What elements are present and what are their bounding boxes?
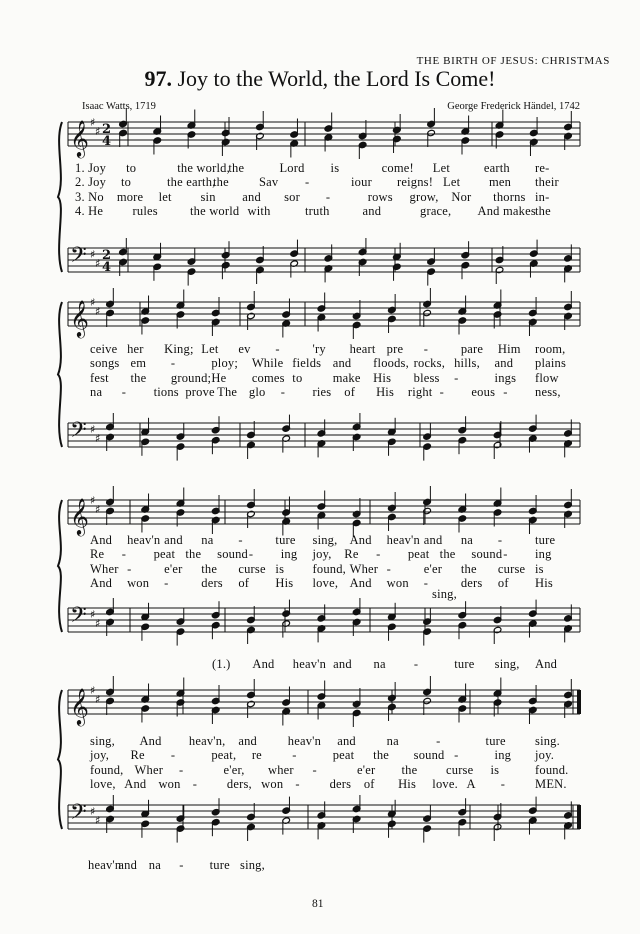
lyric-syllable: MEN. bbox=[535, 777, 567, 792]
lyric-syllable: and bbox=[494, 356, 514, 371]
lyric-syllable: And bbox=[349, 533, 372, 547]
lyric-syllable: Re bbox=[344, 547, 359, 562]
time-signature-top: 2 bbox=[102, 122, 112, 137]
lyric-syllable: rows bbox=[367, 189, 393, 204]
lyric-syllable: ders, bbox=[226, 777, 252, 792]
hymn-number: 97. bbox=[144, 66, 172, 91]
lyric-syllable: - bbox=[292, 748, 297, 763]
lyric-syllable: the world bbox=[190, 204, 240, 219]
lyric-syllable: pare bbox=[460, 342, 484, 356]
lyric-syllable: Him bbox=[497, 342, 521, 356]
lyric-syllable: His bbox=[275, 576, 294, 591]
time-signature-bottom: 4 bbox=[102, 134, 112, 149]
lyric-syllable: - bbox=[121, 385, 127, 400]
lyric-syllable: - bbox=[454, 748, 459, 763]
time-signature-bottom: 4 bbox=[102, 260, 112, 275]
lyric-syllable: to bbox=[292, 370, 303, 385]
lyric-syllable: curse bbox=[497, 561, 526, 576]
lyric-syllable: is bbox=[490, 762, 500, 777]
lyric-syllable: and bbox=[164, 533, 183, 547]
lyric-syllable: won bbox=[158, 777, 181, 792]
bass-voice-lyric: - bbox=[179, 858, 184, 872]
lyric-syllable: prove bbox=[185, 385, 215, 400]
key-sharp: ♯ bbox=[90, 423, 96, 436]
lyric-syllable: peat, bbox=[211, 748, 237, 763]
lyric-syllable: ders bbox=[329, 777, 352, 792]
lyric-syllable: And bbox=[124, 777, 147, 792]
lyric-syllable: her bbox=[127, 342, 144, 356]
lyric-syllable: ders bbox=[201, 576, 223, 591]
lyric-syllable: 2. Joy bbox=[75, 175, 107, 190]
lyric-syllable: reigns! bbox=[397, 175, 434, 190]
lyric-syllable: glo bbox=[248, 385, 266, 400]
lyric-syllable: e'er bbox=[164, 561, 183, 576]
lyric-syllable: thorns bbox=[493, 189, 526, 204]
lyric-syllable: won bbox=[261, 777, 284, 792]
lyric-syllable: - bbox=[436, 734, 441, 748]
lyric-syllable: - bbox=[503, 385, 508, 400]
lyric-syllable: - bbox=[423, 342, 429, 356]
bass-clef: 𝄢 bbox=[70, 418, 87, 448]
lyric-syllable: ploy; bbox=[211, 356, 239, 371]
lyric-syllable: and bbox=[337, 734, 356, 748]
lyric-syllable: rules bbox=[132, 204, 158, 219]
lyric-syllable: - bbox=[312, 762, 317, 777]
key-sharp: ♯ bbox=[90, 805, 96, 818]
lyric-syllable: and bbox=[242, 189, 261, 204]
lyric-syllable: won bbox=[386, 576, 409, 591]
lyric-syllable: love, bbox=[312, 576, 339, 591]
lyric-syllable: heav'n, bbox=[188, 734, 226, 748]
lyric-syllable: come! bbox=[381, 161, 414, 175]
lyric-syllable: men bbox=[489, 175, 512, 190]
lyric-syllable: the world, bbox=[177, 161, 230, 175]
lyric-syllable: iour bbox=[351, 175, 372, 190]
lyric-syllable: peat bbox=[407, 547, 430, 562]
lyric-syllable: - bbox=[275, 342, 280, 356]
lyric-syllable: bless bbox=[413, 370, 440, 385]
treble-clef: 𝄞 bbox=[70, 497, 89, 535]
lyric-syllable: na bbox=[386, 734, 399, 748]
lyric-syllable: 3. No bbox=[75, 189, 104, 204]
lyric-syllable: - bbox=[423, 576, 429, 591]
lyric-syllable: - bbox=[376, 547, 381, 562]
lyric-syllable: make bbox=[332, 370, 361, 385]
lyric-syllable: ground; bbox=[170, 370, 212, 385]
lyric-syllable: the bbox=[185, 547, 202, 562]
lyric-syllable: and bbox=[423, 533, 443, 547]
composer-credit: George Frederick Händel, 1742 bbox=[447, 101, 580, 112]
lyric-syllable: - bbox=[280, 385, 286, 400]
key-sharp: ♯ bbox=[95, 503, 101, 516]
lyric-syllable: peat bbox=[332, 748, 355, 763]
lyric-syllable: ture bbox=[485, 734, 506, 748]
lyric-syllable: - bbox=[238, 533, 243, 547]
lyric-syllable: pre bbox=[386, 342, 404, 356]
lyric-syllable: found, bbox=[312, 561, 346, 576]
lyric-syllable: And makes bbox=[477, 204, 536, 219]
lyric-syllable: Re bbox=[90, 547, 105, 562]
lyric-syllable: ing bbox=[494, 748, 512, 763]
lyric-syllable: the earth, bbox=[167, 175, 216, 190]
bass-voice-lyric: heav'n bbox=[292, 657, 327, 671]
bass-voice-lyric: and bbox=[118, 858, 138, 872]
lyric-syllable: And bbox=[90, 533, 113, 547]
lyric-syllable: The bbox=[217, 385, 238, 400]
lyric-syllable: His bbox=[373, 370, 392, 385]
lyric-syllable: fields bbox=[292, 356, 322, 371]
lyric-syllable: ture bbox=[535, 533, 556, 547]
lyric-syllable: to bbox=[121, 175, 132, 190]
lyric-syllable: sing. bbox=[535, 734, 560, 748]
lyric-syllable: Let bbox=[201, 342, 219, 356]
lyric-syllable: won bbox=[127, 576, 150, 591]
lyric-syllable: of bbox=[363, 777, 375, 792]
lyric-syllable: ness, bbox=[535, 385, 561, 400]
lyric-syllable: is bbox=[330, 161, 340, 175]
lyric-syllable: in- bbox=[535, 189, 550, 204]
lyric-syllable: Sav bbox=[259, 175, 279, 190]
lyric-syllable: with bbox=[247, 204, 271, 219]
lyric-syllable: floods, bbox=[373, 356, 409, 371]
lyric-syllable: sing, bbox=[312, 533, 338, 547]
lyric-syllable: is bbox=[275, 561, 285, 576]
treble-clef: 𝄞 bbox=[70, 299, 89, 337]
lyric-syllable: - bbox=[170, 356, 176, 371]
page-number: 81 bbox=[312, 898, 324, 910]
lyric-syllable: the bbox=[401, 762, 418, 777]
lyric-syllable: found. bbox=[535, 762, 569, 777]
key-sharp: ♯ bbox=[95, 125, 101, 138]
lyric-syllable: the bbox=[460, 561, 477, 576]
key-sharp: ♯ bbox=[90, 608, 96, 621]
lyric-syllable: the bbox=[228, 161, 245, 175]
lyric-syllable: found, bbox=[90, 762, 124, 777]
bass-voice-lyric: - bbox=[413, 657, 419, 671]
section-header: THE BIRTH OF JESUS: CHRISTMAS bbox=[416, 55, 610, 67]
lyric-syllable: - bbox=[325, 189, 331, 204]
lyric-syllable: 'ry bbox=[312, 342, 326, 356]
lyric-syllable: truth bbox=[305, 204, 330, 219]
lyric-syllable: the bbox=[535, 204, 551, 219]
lyric-syllable: curse bbox=[238, 561, 266, 576]
lyric-syllable: Wher bbox=[349, 561, 379, 576]
lyric-syllable: the bbox=[439, 547, 456, 562]
lyric-syllable: 4. He bbox=[75, 204, 104, 219]
lyric-syllable: ing bbox=[535, 547, 552, 562]
lyric-syllable: to bbox=[126, 161, 137, 175]
lyric-syllable: His bbox=[376, 385, 395, 400]
lyric-syllable: heav'n bbox=[287, 734, 322, 748]
lyric-syllable: - bbox=[121, 547, 127, 562]
key-sharp: ♯ bbox=[95, 814, 101, 827]
lyric-syllable: - bbox=[439, 385, 445, 400]
lyric-syllable: Lord bbox=[279, 161, 305, 175]
lyric-syllable: grow, bbox=[409, 189, 439, 204]
lyric-syllable: ing bbox=[280, 547, 298, 562]
lyric-syllable: the bbox=[130, 370, 147, 385]
bass-voice-lyric: and bbox=[333, 657, 352, 671]
lyric-syllable: ders bbox=[460, 576, 483, 591]
lyric-syllable: grace, bbox=[420, 204, 452, 219]
lyric-syllable: na bbox=[201, 533, 214, 547]
lyric-syllable: sound bbox=[413, 748, 445, 763]
lyric-syllable: Let bbox=[443, 175, 461, 190]
lyric-syllable: of bbox=[497, 576, 509, 591]
key-sharp: ♯ bbox=[95, 305, 101, 318]
lyric-syllable: songs bbox=[90, 356, 120, 371]
lyric-syllable: peat bbox=[153, 547, 176, 562]
lyric-syllable: - bbox=[386, 561, 392, 576]
lyric-syllable: And bbox=[349, 576, 372, 591]
lyric-syllable: ev bbox=[238, 342, 251, 356]
lyric-syllable: Re bbox=[130, 748, 145, 763]
lyric-syllable: Let bbox=[432, 161, 451, 175]
lyric-syllable: sing, bbox=[90, 734, 115, 748]
key-sharp: ♯ bbox=[95, 257, 101, 270]
lyric-syllable: wher bbox=[268, 762, 294, 777]
lyric-syllable: re- bbox=[535, 161, 550, 175]
lyric-syllable: more bbox=[116, 189, 144, 204]
lyric-syllable: and bbox=[238, 734, 257, 748]
lyric-syllable: ings bbox=[494, 370, 517, 385]
lyric-syllable: - bbox=[454, 370, 459, 385]
key-sharp: ♯ bbox=[90, 248, 96, 261]
key-sharp: ♯ bbox=[95, 617, 101, 630]
lyric-syllable: His bbox=[535, 576, 553, 591]
lyric-syllable: ries bbox=[312, 385, 332, 400]
lyric-syllable: e'er bbox=[423, 561, 443, 576]
lyric-syllable: - bbox=[295, 777, 300, 792]
lyric-syllable: Nor bbox=[451, 189, 472, 204]
time-signature-top: 2 bbox=[102, 248, 112, 263]
key-sharp: ♯ bbox=[90, 296, 96, 309]
lyric-syllable: - bbox=[179, 762, 184, 777]
lyric-syllable: - bbox=[127, 561, 132, 576]
lyric-syllable: flow bbox=[535, 370, 559, 385]
hymn-title-text: Joy to the World, the Lord Is Come! bbox=[177, 66, 496, 91]
lyric-syllable: the bbox=[373, 748, 390, 763]
lyric-syllable: love, bbox=[90, 777, 116, 792]
lyric-syllable: curse bbox=[446, 762, 474, 777]
lyric-syllable: of bbox=[344, 385, 356, 400]
lyric-syllable: eous bbox=[471, 385, 496, 400]
lyric-syllable: - bbox=[170, 748, 176, 763]
lyric-syllable: joy, bbox=[90, 748, 110, 763]
lyric-syllable: His bbox=[398, 777, 417, 792]
bass-clef: 𝄢 bbox=[70, 243, 87, 273]
lyric-syllable: King; bbox=[164, 342, 194, 356]
lyric-syllable: sin bbox=[200, 189, 216, 204]
lyric-syllable: - bbox=[305, 175, 310, 190]
bass-clef: 𝄢 bbox=[70, 603, 87, 633]
lyric-syllable: rocks, bbox=[413, 356, 446, 371]
lyric-syllable: - bbox=[503, 547, 508, 562]
lyric-syllable: ture bbox=[275, 533, 296, 547]
lyric-syllable: e'er, bbox=[223, 762, 245, 777]
lyric-syllable: hills, bbox=[454, 356, 480, 371]
lyric-syllable: sound bbox=[471, 547, 503, 562]
lyric-syllable: is bbox=[535, 561, 544, 576]
lyric-syllable: joy, bbox=[312, 547, 332, 562]
lyric-syllable: em bbox=[130, 356, 147, 371]
lyric-syllable: And bbox=[90, 576, 113, 591]
lyric-syllable: Wher bbox=[90, 561, 119, 576]
lyric-syllable: tions bbox=[153, 385, 179, 400]
lyric-syllable: And bbox=[139, 734, 162, 748]
lyric-syllable: love. bbox=[432, 777, 458, 792]
lyric-syllable: ceive bbox=[90, 342, 118, 356]
lyric-syllable: e'er bbox=[357, 762, 376, 777]
lyric-syllable: He bbox=[211, 370, 227, 385]
lyric-syllable: - bbox=[192, 777, 198, 792]
lyric-syllable: - bbox=[497, 533, 503, 547]
treble-clef: 𝄞 bbox=[70, 119, 89, 157]
lyric-syllable: room, bbox=[535, 342, 566, 356]
bass-voice-lyric: sing, bbox=[494, 657, 520, 671]
treble-clef: 𝄞 bbox=[70, 687, 89, 725]
lyric-syllable: heav'n bbox=[127, 533, 161, 547]
lyric-syllable: earth bbox=[483, 161, 510, 175]
bass-voice-lyric: heav'n bbox=[88, 858, 122, 872]
bass-voice-lyric: ture bbox=[454, 657, 475, 671]
lyric-syllable: the bbox=[213, 175, 229, 190]
lyric-syllable: sor bbox=[284, 189, 300, 204]
bass-voice-lyric: (1.) bbox=[212, 657, 231, 671]
author-credit: Isaac Watts, 1719 bbox=[82, 101, 156, 112]
bass-voice-lyric: ture bbox=[209, 858, 230, 872]
lyric-syllable: - bbox=[500, 777, 506, 792]
key-sharp: ♯ bbox=[90, 116, 96, 129]
lyric-syllable: comes bbox=[251, 370, 285, 385]
bass-voice-lyric: sing, bbox=[240, 858, 265, 872]
bass-clef: 𝄢 bbox=[70, 800, 87, 830]
lyric-syllable: and bbox=[332, 356, 352, 371]
bass-voice-lyric: na bbox=[373, 657, 386, 671]
key-sharp: ♯ bbox=[90, 684, 96, 697]
lyric-syllable: 1. Joy bbox=[75, 161, 107, 175]
lyric-syllable: heav'n bbox=[386, 533, 420, 547]
lyric-syllable: na bbox=[460, 533, 474, 547]
lyric-syllable: sound bbox=[217, 547, 249, 562]
lyric-syllable: and bbox=[362, 204, 382, 219]
lyric-syllable: re bbox=[251, 748, 262, 763]
bass-voice-lyric: na bbox=[148, 858, 161, 872]
lyric-syllable: Wher bbox=[134, 762, 164, 777]
upper-voice-lyric: sing, bbox=[432, 587, 457, 601]
lyric-syllable: plains bbox=[535, 356, 567, 371]
lyric-syllable: fest bbox=[90, 370, 109, 385]
lyric-syllable: right bbox=[407, 385, 433, 400]
lyric-syllable: heart bbox=[349, 342, 376, 356]
lyric-syllable: joy. bbox=[535, 748, 555, 763]
lyric-syllable: na bbox=[90, 385, 103, 400]
lyric-syllable: A bbox=[466, 777, 476, 792]
lyric-syllable: While bbox=[251, 356, 284, 371]
bass-voice-lyric: And bbox=[252, 657, 275, 671]
lyric-syllable: of bbox=[238, 576, 250, 591]
key-sharp: ♯ bbox=[95, 693, 101, 706]
lyric-syllable: their bbox=[535, 175, 559, 190]
bass-voice-lyric: And bbox=[535, 657, 558, 671]
key-sharp: ♯ bbox=[90, 494, 96, 507]
lyric-syllable: let bbox=[158, 189, 172, 204]
key-sharp: ♯ bbox=[95, 432, 101, 445]
lyric-syllable: the bbox=[201, 561, 218, 576]
lyric-syllable: - bbox=[248, 547, 254, 562]
lyric-syllable: - bbox=[164, 576, 169, 591]
